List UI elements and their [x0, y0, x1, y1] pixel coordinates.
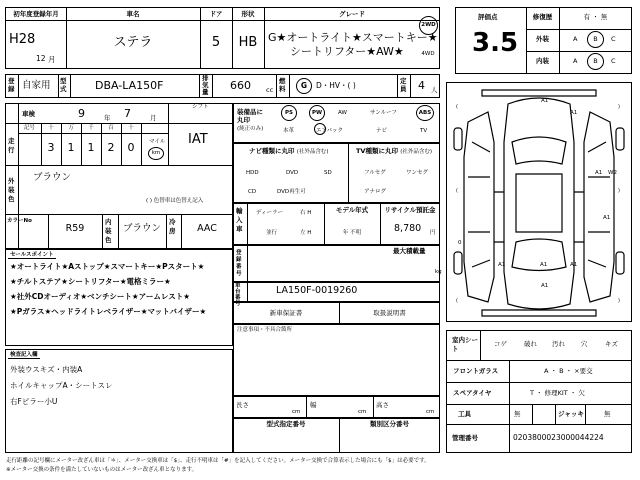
import-dealer: ディーラー: [256, 210, 284, 216]
height-unit: cm: [426, 409, 435, 415]
model-label: 型式: [60, 77, 67, 93]
reg-label: 登録: [8, 77, 15, 93]
interior-grade-label: 内装: [536, 57, 549, 65]
damage-a1-right-rear: A1: [603, 215, 611, 221]
recycle-yen: 円: [430, 230, 436, 236]
damage-a1-front-right: A1: [570, 110, 578, 116]
chassis-label: 車台番号: [235, 283, 241, 307]
fuel-options: D・HV・( ): [316, 81, 356, 90]
displacement-value: 660: [230, 79, 251, 92]
model-year-label: モデル年式: [335, 206, 369, 214]
navi-hdd: HDD: [246, 170, 259, 176]
color-no: R59: [65, 223, 85, 234]
car-damage-diagram: [446, 82, 632, 322]
repair-history-value: 有 ・ 無: [583, 13, 608, 21]
seat-stain: 汚れ: [552, 340, 565, 348]
model-code: DBA-LA150F: [95, 79, 164, 92]
grade-line-2: シートリフター★AW★: [290, 45, 404, 58]
diagram-bracket-3: (: [456, 188, 458, 194]
tools-label: 工具: [458, 410, 471, 418]
exterior-grade-label: 外装: [536, 35, 549, 43]
equip-navi: ナビ: [376, 128, 388, 134]
exterior-grade-a: A: [573, 35, 578, 43]
damage-w2-right-side: W2: [608, 170, 617, 176]
interior-color-label: 内装色: [105, 218, 112, 244]
width-unit: cm: [358, 409, 367, 415]
import-parallel: 並行: [266, 230, 278, 236]
car-left-side: [464, 112, 494, 302]
shape-label: 形状: [241, 10, 255, 18]
exterior-grade-c: C: [611, 35, 616, 43]
damage-a1-right-front-door: A1: [595, 170, 603, 176]
shift-value: IAT: [188, 132, 208, 147]
spare-tire-label: スペアタイヤ: [453, 389, 492, 397]
equip-ps-circled: PS: [281, 105, 297, 121]
exterior-grade-b-circled: B: [587, 31, 604, 48]
car-name-label: 車名: [126, 10, 140, 18]
seat-hole: 穴: [581, 340, 588, 348]
chassis-number: LA150F-0019260: [276, 285, 358, 296]
grade-line-1: G★オートライト★スマートキー★: [268, 31, 438, 44]
jack-value: 無: [604, 410, 611, 418]
width-label: 幅: [310, 401, 317, 409]
sales-point-line: ★チルトステア★シートリフター★電格ミラー★: [10, 277, 171, 286]
navi-cd: CD: [248, 189, 257, 195]
evaluation-score: 3.5: [472, 28, 519, 58]
inspector-note-line: 右Fピラー小U: [10, 397, 58, 406]
car-windshield: [512, 137, 566, 164]
inspector-label: 検査記入欄: [10, 352, 38, 358]
inspector-note-line: ホイルキャップA・シートスレ: [10, 381, 113, 390]
mileage-digit-header: 百: [108, 125, 114, 131]
type-no-label: 型式指定番号: [266, 420, 306, 428]
footer-note-2: ※メーター交換の条件を満たしていないものはメーター改ざん車となります。: [6, 467, 198, 473]
color-change-note: ( ) 色替車は色替え記入: [146, 198, 204, 204]
inspection-label: 車検: [22, 110, 35, 118]
mileage-digit: 0: [127, 141, 135, 154]
ac-value: AAC: [197, 223, 217, 234]
grade-label: グレード: [339, 10, 365, 18]
caution-label: 注意事項・不具合箇所: [237, 327, 293, 333]
door-label: ドア: [209, 10, 223, 18]
windshield-value: A ・ B ・ ×要交: [544, 367, 593, 375]
damage-a1-rear-right: A1: [570, 262, 578, 268]
registration-era: H28: [9, 32, 36, 47]
car-front-bumper: [482, 90, 596, 96]
inspection-year-unit: 年: [104, 114, 111, 122]
mileage-digit: 3: [47, 141, 55, 154]
body-shape: HB: [238, 35, 258, 50]
fuel-gasoline-circled: G: [296, 78, 312, 94]
management-no: 0203800023000044224: [513, 433, 604, 442]
wheel-rear-right: [616, 252, 624, 274]
car-rear-window: [512, 239, 566, 271]
navi-dvd-play: DVD再生可: [277, 189, 306, 195]
seat-scratch: キズ: [605, 340, 618, 348]
displacement-unit: cc: [266, 86, 274, 94]
equip-tv: TV: [420, 128, 428, 134]
wheel-front-right: [616, 128, 624, 150]
ac-label: 冷房: [169, 218, 176, 235]
manual-label: 取扱説明書: [373, 309, 406, 317]
height-label: 高さ: [376, 401, 389, 409]
equip-sunroof: サンルーフ: [370, 110, 397, 116]
inspector-note-line: 外装ウスキズ・内装A: [10, 365, 83, 374]
car-right-side: [584, 112, 614, 302]
displacement-label: 排気量: [202, 74, 209, 96]
tools-value: 無: [514, 410, 521, 418]
interior-color: ブラウン: [122, 223, 161, 234]
mileage-digit: 1: [87, 141, 95, 154]
sales-point-line: ★オートライト★Aストップ★スマートキー★Pスタート★: [10, 262, 205, 271]
score-label: 評価点: [478, 13, 498, 21]
reg-no-label: 登録番号: [236, 250, 242, 277]
tv-oneseg: ワンセグ: [406, 170, 429, 176]
mileage-digit-header: 万: [68, 125, 74, 131]
caution-box: [233, 324, 440, 396]
wheel-rear-left: [454, 252, 462, 274]
new-warranty-label: 新車保証書: [269, 309, 303, 317]
navi-dvd: DVD: [286, 170, 299, 176]
dimensions-row: [233, 396, 440, 418]
sales-points-label: セールスポイント: [10, 252, 54, 258]
equip-abs-circled: ABS: [416, 105, 434, 121]
registration-month: 12: [36, 54, 46, 63]
mileage-digit-header: 十: [128, 125, 134, 131]
damage-a1-rear-left: A1: [498, 262, 506, 268]
interior-grade-c: C: [611, 57, 616, 65]
max-load-unit: kg: [435, 269, 442, 275]
class-no-label: 類別区分番号: [370, 420, 409, 428]
footer-note-1: 走行距離の記号欄にメーター改ざん車は「＊」、メーター交換車は「$」、走行不明車は「#」を記入してください。メーター交換で合算表示した場合にも「$」は必要です。: [6, 458, 430, 464]
jack-label: ジャッキ: [558, 410, 584, 418]
mileage-digit-header: 十: [48, 125, 54, 131]
equip-pw-circled: PW: [309, 105, 325, 121]
left-hand-drive: 左 H: [300, 230, 312, 236]
car-rear-bumper: [482, 310, 596, 316]
exterior-color-label: 外装色: [8, 177, 15, 203]
tv-type-title: TV種類に丸印 (社外品含む): [356, 147, 433, 155]
registration-month-unit: 月: [48, 55, 56, 64]
door-count: 5: [211, 35, 221, 50]
recycle-value: 8,780: [394, 223, 422, 234]
inspection-month: 7: [124, 107, 131, 120]
exterior-color: ブラウン: [33, 172, 72, 183]
drive-4wd: 4WD: [421, 51, 435, 57]
max-load-label: 最大積載量: [393, 247, 426, 255]
right-hand-drive: 右 H: [300, 210, 312, 216]
sales-point-line: ★Pガラス★ヘッドライトレベライザー★マットバイザー★: [10, 307, 207, 316]
model-year-value: 年 不明: [342, 230, 362, 236]
sales-point-line: ★社外CDオーディオ★ベンチシート★アームレスト★: [10, 292, 190, 301]
import-label: 輸入車: [236, 207, 243, 233]
capacity-label: 定員: [400, 77, 407, 93]
equipment-note: (純正のみ): [237, 126, 264, 132]
capacity-value: 4: [418, 79, 425, 92]
diagram-zero-mark: 0: [458, 240, 462, 246]
length-unit: cm: [292, 409, 301, 415]
equip-leather: 本革: [283, 128, 295, 134]
capacity-unit: 人: [431, 86, 438, 94]
fuel-label: 燃料: [279, 77, 286, 93]
mileage-digit: 1: [67, 141, 75, 154]
mileage-digit-header: 千: [88, 125, 94, 131]
km-unit-circled: km: [148, 147, 164, 160]
equip-airbag: エアバック: [316, 128, 344, 134]
diagram-bracket-5: (: [456, 298, 458, 304]
spare-tire-value: T ・ 修理KIT ・ 欠: [530, 389, 585, 397]
navi-type-title: ナビ種類に丸印 (社外品含む): [249, 147, 329, 155]
diagram-bracket-1: (: [456, 104, 458, 110]
diagram-bracket-2: ): [618, 104, 620, 110]
reg-year-label: 初年度登録年月: [13, 10, 59, 18]
diagram-bracket-6: ): [618, 298, 620, 304]
car-roof: [516, 174, 562, 232]
inspection-year: 9: [78, 107, 85, 120]
shift-label: シフト: [192, 104, 209, 110]
interior-seat-label: 室内シート: [452, 336, 478, 353]
use-type: 自家用: [22, 80, 51, 91]
interior-grade-a: A: [573, 57, 578, 65]
inspection-month-unit: 月: [150, 114, 157, 122]
damage-a1-front: A1: [541, 98, 549, 104]
equipment-label: 装備品に丸印: [237, 108, 263, 124]
seat-scorch: コゲ: [494, 340, 507, 348]
wheel-front-left: [454, 128, 462, 150]
mileage-digit: 2: [107, 141, 115, 154]
navi-sd: SD: [324, 170, 332, 176]
drive-2wd-circled: 2WD: [419, 16, 438, 35]
car-name: ステラ: [113, 35, 153, 50]
seat-tear: 破れ: [524, 340, 537, 348]
mileage-label: 走行: [8, 137, 15, 154]
equip-aw: AW: [338, 110, 347, 116]
management-no-label: 管理番号: [452, 434, 478, 442]
length-label: 長さ: [236, 401, 249, 409]
recycle-label: リサイクル預託金: [384, 206, 436, 214]
airbag-circle-mark: [314, 123, 326, 135]
damage-a1-rear-bumper: A1: [541, 283, 549, 289]
diagram-bracket-4: ): [618, 188, 620, 194]
color-no-label: カラーNo: [7, 218, 32, 224]
mile-unit: マイル: [149, 139, 166, 145]
tv-fullseg: フルセグ: [364, 170, 386, 176]
car-top-body: [504, 98, 574, 309]
interior-grade-b-circled: B: [587, 53, 604, 70]
damage-a1-rear-center: A1: [540, 262, 548, 268]
mileage-digit-header: 記号: [23, 125, 35, 131]
repair-history-label: 修復歴: [532, 13, 553, 21]
windshield-label: フロントガラス: [453, 367, 499, 375]
tv-analog: アナログ: [364, 189, 387, 195]
